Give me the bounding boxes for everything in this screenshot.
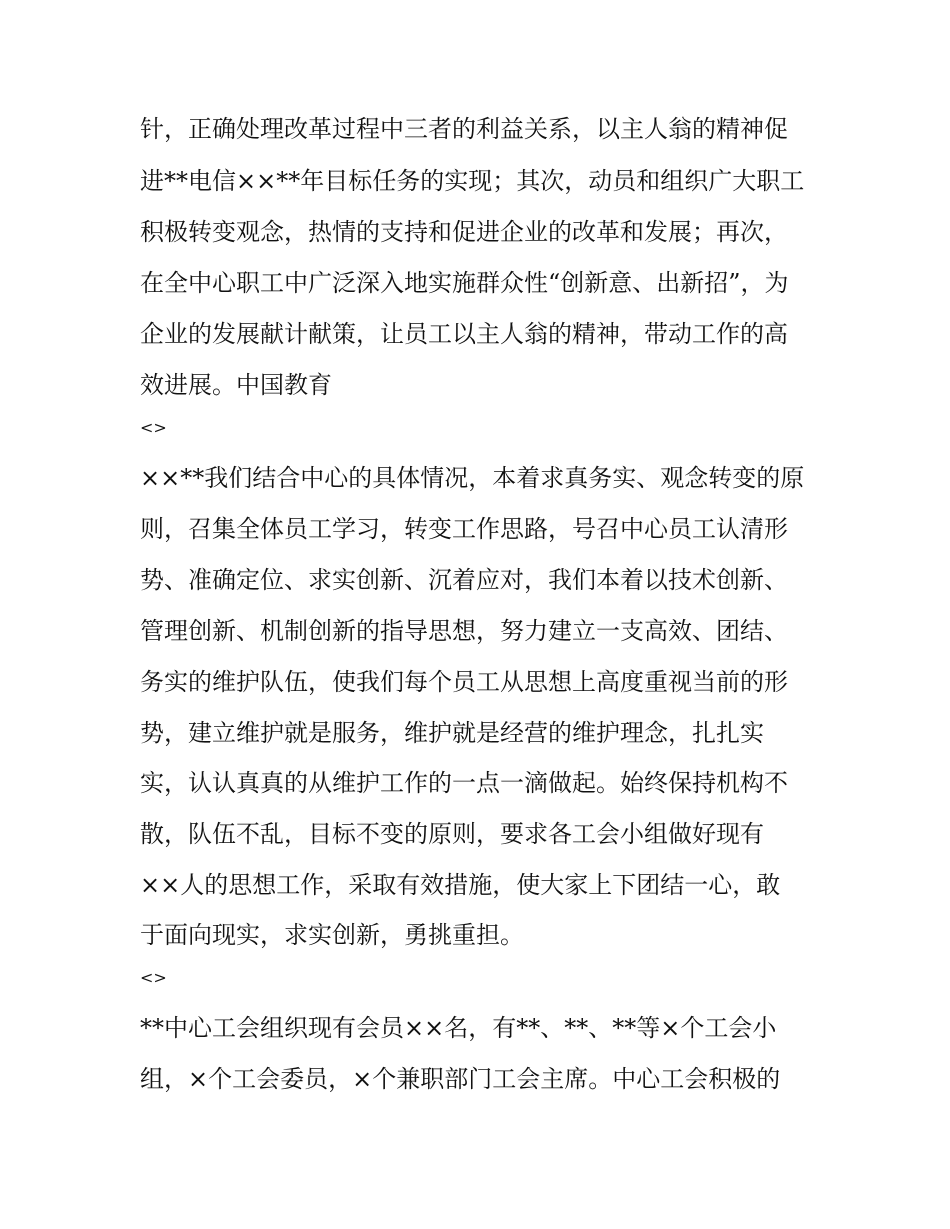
paragraph-line: 势，建立维护就是服务，维护就是经营的维护理念，扎扎实 [140, 719, 764, 747]
paragraph-line: 效进展。中国教育 [140, 371, 332, 399]
paragraph-line: 于面向现实，求实创新，勇挑重担。 [140, 921, 524, 949]
paragraph-line: 企业的发展献计献策，让员工以主人翁的精神，带动工作的高 [140, 320, 788, 348]
paragraph-line: ××人的思想工作，采取有效措施，使大家上下团结一心，敢 [140, 871, 781, 899]
paragraph-line: 实，认认真真的从维护工作的一点一滴做起。始终保持机构不 [140, 769, 788, 797]
paragraph-line: 在全中心职工中广泛深入地实施群众性“创新意、出新招”，为 [140, 269, 789, 297]
paragraph-line: 散，队伍不乱，目标不变的原则，要求各工会小组做好现有 [140, 820, 764, 848]
paragraph-line: 管理创新、机制创新的指导思想，努力建立一支高效、团结、 [140, 617, 788, 645]
paragraph-line: ××**我们结合中心的具体情况，本着求真务实、观念转变的原 [140, 464, 805, 492]
paragraph-line: 势、准确定位、求实创新、沉着应对，我们本着以技术创新、 [140, 566, 788, 594]
paragraph-line: 进**电信××**年目标任务的实现；其次，动员和组织广大职工 [140, 167, 805, 195]
paragraph-line: 针，正确处理改革过程中三者的利益关系，以主人翁的精神促 [140, 115, 788, 143]
paragraph-line: 积极转变观念，热情的支持和促进企业的改革和发展；再次， [140, 218, 788, 246]
paragraph-line: 务实的维护队伍，使我们每个员工从思想上高度重视当前的形 [140, 668, 788, 696]
paragraph-line: 则，召集全体员工学习，转变工作思路，号召中心员工认清形 [140, 515, 788, 543]
paragraph-line: 组，×个工会委员，×个兼职部门工会主席。中心工会积极的 [140, 1065, 781, 1093]
section-separator: <> [140, 418, 167, 437]
paragraph-line: **中心工会组织现有会员××名，有**、**、**等×个工会小 [140, 1014, 777, 1042]
section-separator: <> [140, 968, 167, 987]
